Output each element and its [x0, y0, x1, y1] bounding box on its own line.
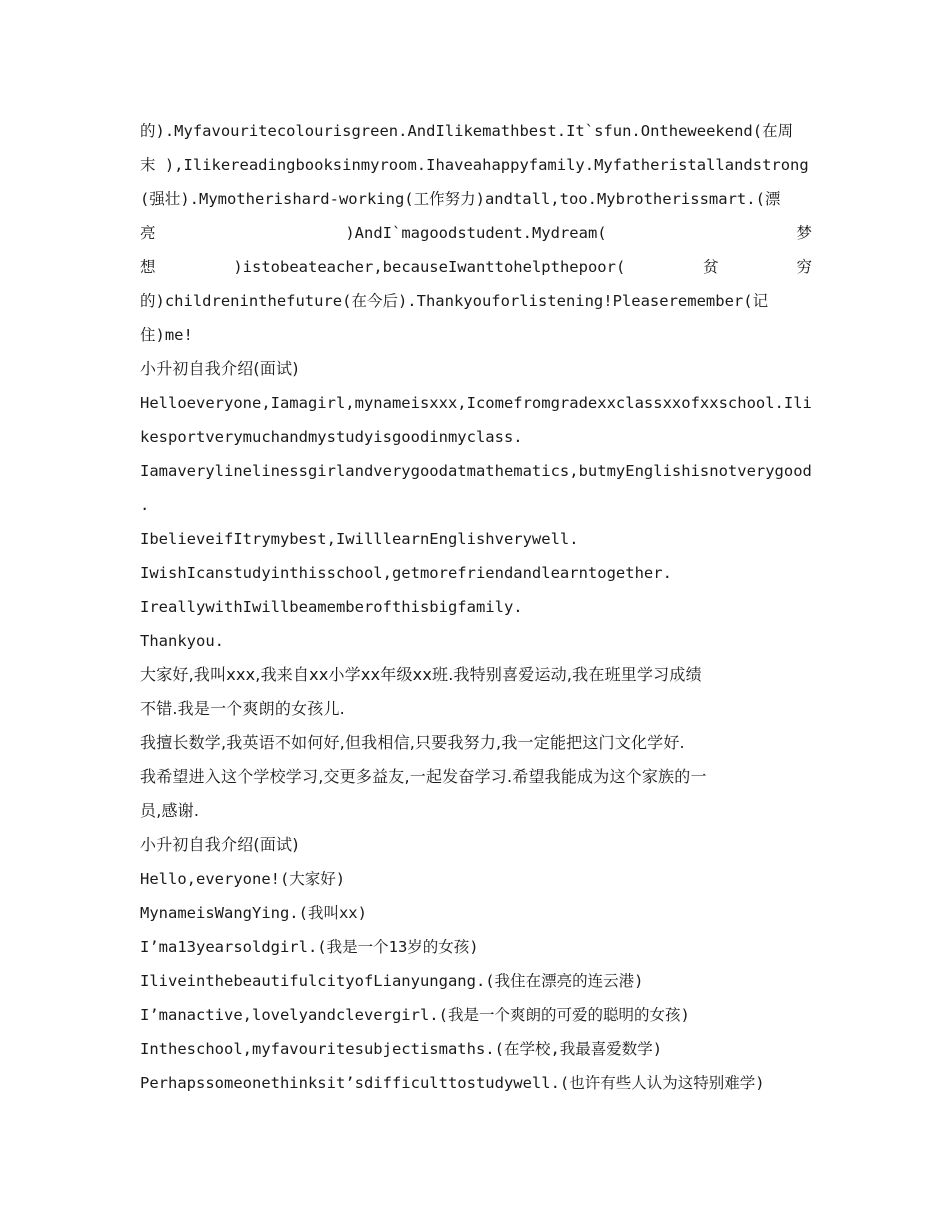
text-line: Perhapssomeonethinksit’sdifficulttostudywell.(也许有些人认为这特别难学) — [140, 1074, 765, 1092]
text-line-chinese: 员,感谢. — [140, 801, 200, 820]
text-line: IliveinthebeautifulcityofLianyungang.(我住在漂亮的连云港) — [140, 972, 644, 990]
text-line: I’manactive,lovelyandclevergirl.(我是一个爽朗的可爱的聪明的女孩) — [140, 1006, 690, 1024]
text-line: Iamaverylinelinessgirlandverygoodatmathematics,butmyEnglishisnotverygood — [140, 462, 812, 480]
text-line: IbelieveifItrymybest,IwilllearnEnglishverywell. — [140, 530, 579, 548]
text-line-chinese: 我希望进入这个学校学习,交更多益友,一起发奋学习.希望我能成为这个家族的一 — [140, 767, 707, 786]
text-line-justified — [140, 216, 812, 250]
text-line: IwishIcanstudyinthisschool,getmorefriendandlearntogether. — [140, 564, 672, 582]
text-line: 住)me! — [140, 326, 193, 344]
text-line: 的).Myfavouritecolourisgreen.AndIlikemathbest.It`sfun.Ontheweekend(在周 — [140, 122, 794, 140]
text-line: Hello,everyone!(大家好) — [140, 870, 346, 888]
section-heading: 小升初自我介绍(面试) — [140, 835, 299, 854]
text-fragment: )istobeateacher,becauseIwanttohelpthepoor( — [233, 258, 626, 276]
text-line-chinese: 我擅长数学,我英语不如何好,但我相信,只要我努力,我一定能把这门文化学好. — [140, 733, 685, 752]
text-line: . — [140, 496, 150, 514]
text-fragment: )AndI`magoodstudent.Mydream( — [345, 224, 607, 242]
text-line: 的)childreninthefuture(在今后).Thankyouforlistening!Pleaseremember(记 — [140, 292, 769, 310]
text-line-justified — [140, 250, 812, 284]
text-line: Intheschool,myfavouritesubjectismaths.(在学校,我最喜爱数学) — [140, 1040, 663, 1058]
text-line: Thankyou. — [140, 632, 224, 650]
text-line-chinese: 大家好,我叫xxx,我来自xx小学xx年级xx班.我特别喜爱运动,我在班里学习成绩 — [140, 665, 702, 684]
text-line: I’ma13yearsoldgirl.(我是一个13岁的女孩) — [140, 938, 479, 956]
text-line: IreallywithIwillbeamemberofthisbigfamily. — [140, 598, 523, 616]
text-fragment: 梦 — [796, 224, 812, 242]
text-fragment: 亮 — [140, 224, 156, 242]
section-heading: 小升初自我介绍(面试) — [140, 359, 299, 378]
text-line: 末 ),Ilikereadingbooksinmyroom.Ihaveahappyfamily.Myfatheristallandstrong — [140, 156, 809, 174]
text-line: kesportverymuchandmystudyisgoodinmyclass. — [140, 428, 523, 446]
document-body — [140, 114, 812, 1100]
text-fragment: 穷 — [796, 258, 812, 276]
text-fragment: 想 — [140, 258, 156, 276]
text-fragment: 贫 — [703, 258, 719, 276]
text-line: MynameisWangYing.(我叫xx) — [140, 904, 367, 922]
text-line: Helloeveryone,Iamagirl,mynameisxxx,Icomefromgradexxclassxxofxxschool.Ili — [140, 394, 812, 412]
text-line-chinese: 不错.我是一个爽朗的女孩儿. — [140, 699, 345, 718]
text-line: (强壮).Mymotherishard-working(工作努力)andtall,too.Mybrotherissmart.(漂 — [140, 190, 781, 208]
